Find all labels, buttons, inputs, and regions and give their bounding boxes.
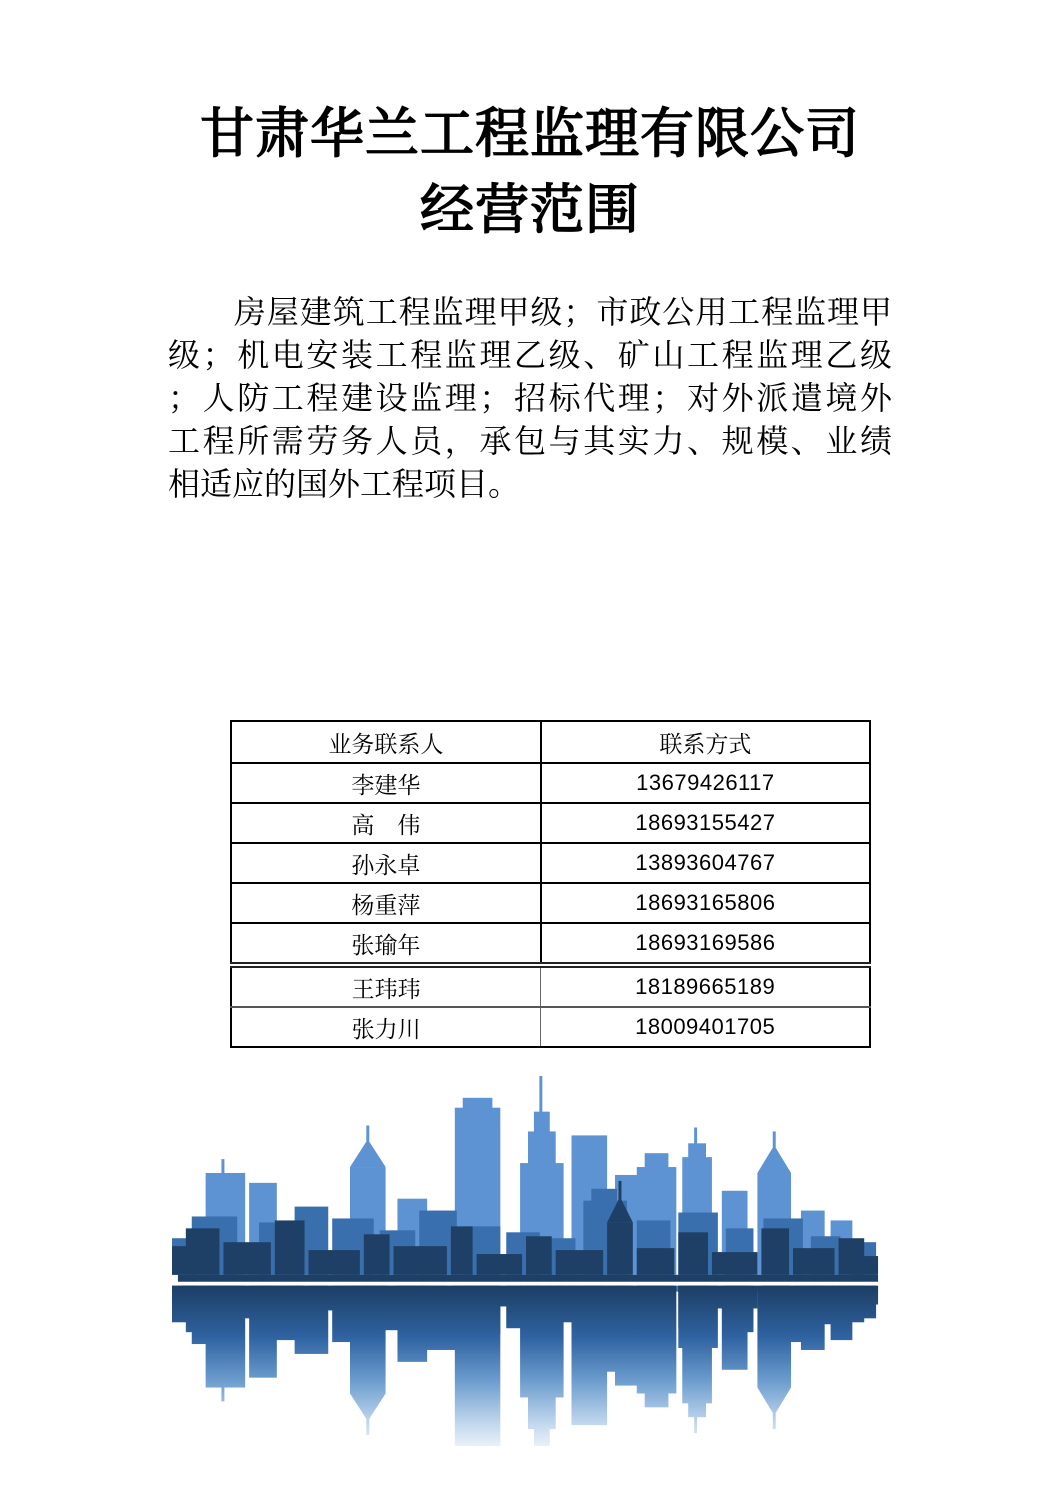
table-row: [231, 843, 870, 883]
contact-phone: 18693165806: [541, 883, 870, 923]
city-skyline-image: [172, 1072, 884, 1446]
contact-phone: 18189665189: [541, 965, 870, 1007]
header-contact-method: 联系方式: [541, 721, 870, 763]
table-header-row: [231, 721, 870, 763]
contact-name: 张力川: [231, 1007, 541, 1047]
contact-name: 孙永卓: [231, 843, 541, 883]
table-row: [231, 923, 870, 965]
waterline-bar: [178, 1275, 878, 1282]
paragraph-line: ；人防工程建设监理；招标代理；对外派遣境外: [168, 380, 892, 416]
contact-name: 杨重萍: [231, 883, 541, 923]
paragraph-line: 级；机电安装工程监理乙级、矿山工程监理乙级: [168, 337, 892, 373]
header-contact-person: 业务联系人: [231, 721, 541, 763]
table-row: [231, 1007, 870, 1047]
contact-phone: 18693169586: [541, 923, 870, 965]
table-row: [231, 763, 870, 803]
contact-phone: 13893604767: [541, 843, 870, 883]
business-scope-paragraph: [168, 291, 892, 506]
contact-table: [230, 720, 871, 1048]
contact-phone: 18009401705: [541, 1007, 870, 1047]
company-name: 甘肃华兰工程监理有限公司: [200, 104, 860, 164]
contact-name: 李建华: [231, 763, 541, 803]
skyline-reflection: [172, 1286, 878, 1446]
contact-name: 高 伟: [231, 803, 541, 843]
contact-phone: 13679426117: [541, 763, 870, 803]
table-row: [231, 965, 870, 1007]
contact-name: 张瑜年: [231, 923, 541, 965]
paragraph-line: 工程所需劳务人员，承包与其实力、规模、业绩: [168, 423, 892, 459]
page-title: [0, 96, 1060, 248]
table-row: [231, 883, 870, 923]
paragraph-line: 房屋建筑工程监理甲级；市政公用工程监理甲: [168, 294, 892, 330]
contact-phone: 18693155427: [541, 803, 870, 843]
table-row: [231, 803, 870, 843]
paragraph-line: 相适应的国外工程项目。: [168, 466, 521, 502]
title-subject: 经营范围: [420, 180, 640, 240]
contact-name: 王玮玮: [231, 965, 541, 1007]
